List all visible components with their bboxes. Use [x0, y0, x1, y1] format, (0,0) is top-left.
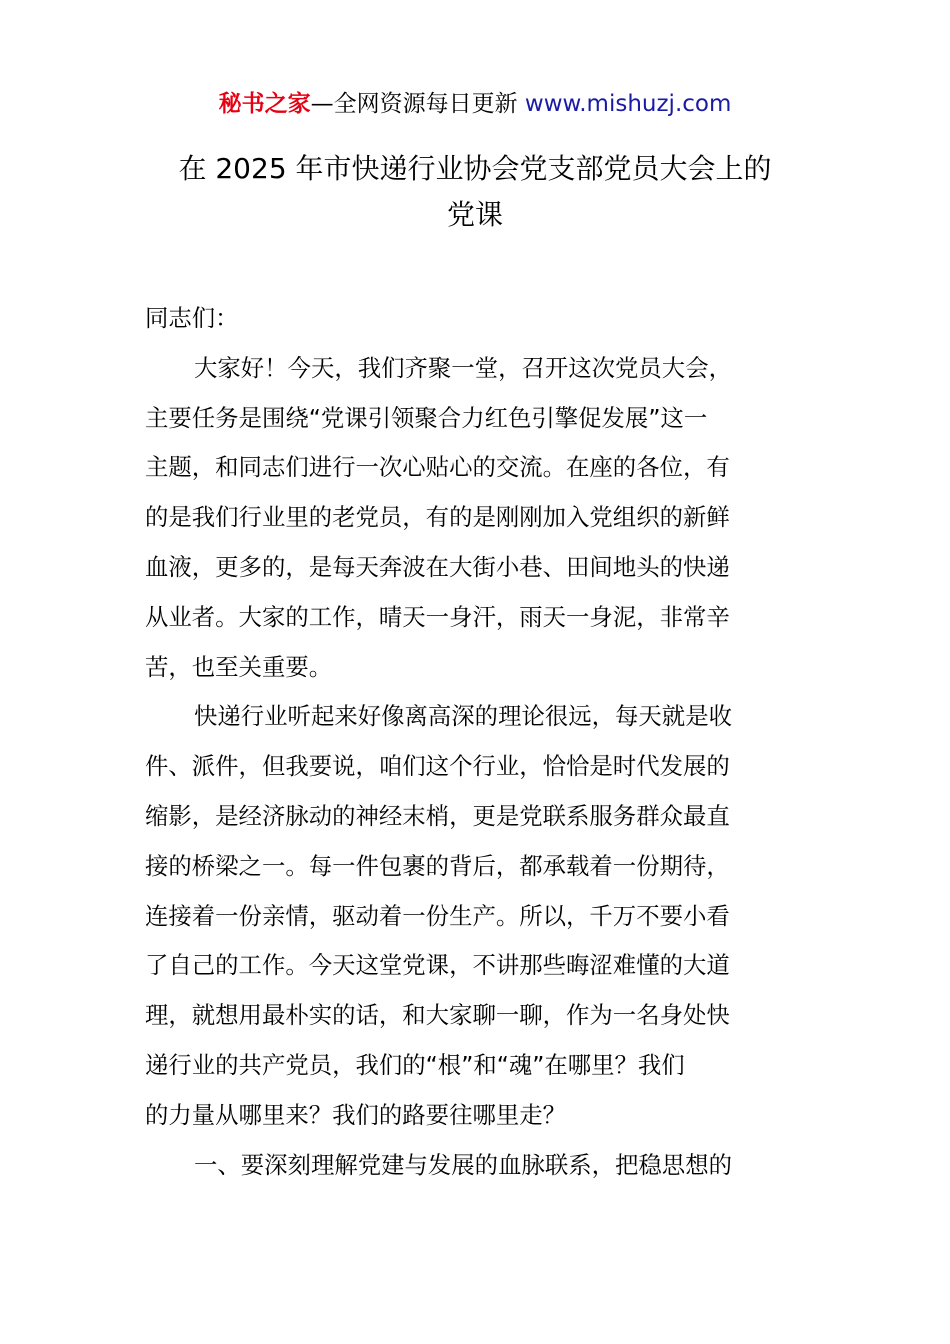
document-title — [120, 146, 830, 238]
body-line: 接的桥梁之一。每一件包裹的背后，都承载着一份期待， — [145, 851, 730, 880]
salutation: 同志们： — [145, 304, 239, 332]
document-body — [145, 294, 825, 1190]
body-line: 连接着一份亲情，驱动着一份生产。所以，千万不要小看 — [145, 901, 730, 930]
body-line: 的力量从哪里来？我们的路要往哪里走？ — [145, 1100, 567, 1129]
section-heading: 一、要深刻理解党建与发展的血脉联系，把稳思想的 — [194, 1150, 732, 1179]
brand-name: 秘书之家 — [218, 91, 311, 117]
body-line: 苦，也至关重要。 — [145, 652, 333, 681]
title-line-2: 党课 — [446, 198, 503, 231]
body-line: 理，就想用最朴实的话，和大家聊一聊，作为一名身处快 — [145, 1001, 730, 1030]
body-line: 从业者。大家的工作，晴天一身汗，雨天一身泥，非常辛 — [145, 602, 730, 631]
body-line: 的是我们行业里的老党员，有的是刚刚加入党组织的新鲜 — [145, 503, 730, 532]
site-header — [0, 88, 950, 120]
body-line: 递行业的共产党员，我们的“根”和“魂”在哪里？我们 — [145, 1050, 685, 1079]
body-line: 血液，更多的，是每天奔波在大街小巷、田间地头的快递 — [145, 552, 730, 581]
site-url-link[interactable]: www.mishuzj.com — [524, 91, 732, 117]
body-line: 件、派件，但我要说，咱们这个行业，恰恰是时代发展的 — [145, 752, 730, 781]
body-line: 缩影，是经济脉动的神经末梢，更是党联系服务群众最直 — [145, 801, 730, 830]
body-line: 主题，和同志们进行一次心贴心的交流。在座的各位，有 — [145, 453, 730, 482]
body-line: 主要任务是围绕“党课引领聚合力红色引擎促发展”这一 — [145, 403, 708, 432]
body-line: 了自己的工作。今天这堂党课，不讲那些晦涩难懂的大道 — [145, 951, 730, 980]
body-line: 大家好！今天，我们齐聚一堂，召开这次党员大会， — [194, 353, 732, 382]
title-line-1: 在 2025 年市快递行业协会党支部党员大会上的 — [178, 152, 772, 185]
body-line: 快递行业听起来好像离高深的理论很远，每天就是收 — [194, 702, 732, 731]
header-tagline: —全网资源每日更新 — [310, 91, 525, 117]
